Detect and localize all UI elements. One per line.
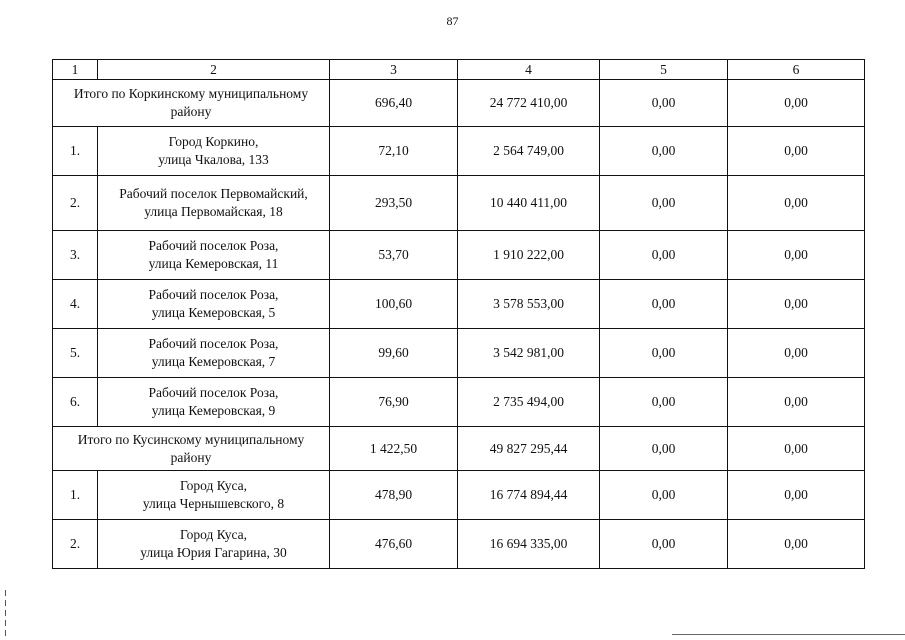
row-number: 1.	[53, 471, 98, 520]
col6-cell: 0,00	[728, 127, 865, 176]
col5-cell: 0,00	[600, 471, 728, 520]
address-line: Рабочий поселок Роза,	[148, 238, 279, 253]
col5-cell: 0,00	[600, 280, 728, 329]
area-cell: 53,70	[330, 231, 458, 280]
address-line: улица Кемеровская, 7	[151, 354, 276, 369]
table-row	[53, 280, 865, 329]
total-label-line: району	[170, 104, 212, 119]
address-line: Город Куса,	[180, 527, 247, 542]
area-cell: 1 422,50	[330, 427, 458, 471]
col5-cell: 0,00	[600, 80, 728, 127]
col6-cell: 0,00	[728, 427, 865, 471]
page-number: 87	[446, 14, 459, 28]
col5-cell: 0,00	[600, 127, 728, 176]
col5-cell: 0,00	[600, 520, 728, 569]
table-row	[53, 176, 865, 231]
address-line: Рабочий поселок Первомайский,	[119, 186, 308, 201]
col6-cell: 0,00	[728, 471, 865, 520]
cost-cell: 2 735 494,00	[458, 378, 600, 427]
address-cell	[98, 231, 330, 280]
address-line: улица Чернышевского, 8	[142, 496, 285, 511]
area-cell: 76,90	[330, 378, 458, 427]
row-number: 4.	[53, 280, 98, 329]
table-row	[53, 231, 865, 280]
total-label	[53, 80, 330, 127]
total-row	[53, 80, 865, 127]
header-cell: 2	[98, 60, 330, 80]
address-cell	[98, 127, 330, 176]
table-row	[53, 520, 865, 569]
address-line: улица Чкалова, 133	[158, 152, 269, 167]
cost-cell: 10 440 411,00	[458, 176, 600, 231]
total-label-line: району	[170, 449, 212, 465]
footer-rule	[672, 634, 905, 635]
area-cell: 100,60	[330, 280, 458, 329]
address-line: улица Кемеровская, 5	[151, 305, 276, 320]
col6-cell: 0,00	[728, 280, 865, 329]
address-cell	[98, 378, 330, 427]
area-cell: 99,60	[330, 329, 458, 378]
col5-cell: 0,00	[600, 378, 728, 427]
row-number: 2.	[53, 520, 98, 569]
address-cell	[98, 176, 330, 231]
address-line: улица Юрия Гагарина, 30	[140, 545, 287, 560]
cost-cell: 16 774 894,44	[458, 471, 600, 520]
row-number: 6.	[53, 378, 98, 427]
table-row	[53, 127, 865, 176]
total-row	[53, 427, 865, 471]
total-label-line: Итого по Кусинскому муниципальному	[77, 431, 305, 447]
margin-tick-marks	[5, 590, 7, 640]
address-line: Рабочий поселок Роза,	[148, 336, 279, 351]
header-cell: 4	[458, 60, 600, 80]
address-line: Рабочий поселок Роза,	[148, 287, 279, 302]
header-cell: 5	[600, 60, 728, 80]
cost-cell: 49 827 295,44	[458, 427, 600, 471]
col5-cell: 0,00	[600, 176, 728, 231]
col5-cell: 0,00	[600, 329, 728, 378]
header-cell: 1	[53, 60, 98, 80]
row-number: 2.	[53, 176, 98, 231]
col6-cell: 0,00	[728, 176, 865, 231]
cost-cell: 16 694 335,00	[458, 520, 600, 569]
address-line: улица Первомайская, 18	[144, 204, 283, 219]
table-row	[53, 378, 865, 427]
address-line: улица Кемеровская, 9	[151, 403, 276, 418]
table-row	[53, 471, 865, 520]
cost-cell: 24 772 410,00	[458, 80, 600, 127]
table-row	[53, 329, 865, 378]
cost-cell: 1 910 222,00	[458, 231, 600, 280]
area-cell: 696,40	[330, 80, 458, 127]
header-cell: 3	[330, 60, 458, 80]
row-number: 5.	[53, 329, 98, 378]
address-line: улица Кемеровская, 11	[148, 256, 279, 271]
total-label	[53, 427, 330, 471]
total-label-line: Итого по Коркинскому муниципальному	[73, 86, 309, 101]
cost-cell: 3 542 981,00	[458, 329, 600, 378]
cost-cell: 2 564 749,00	[458, 127, 600, 176]
area-cell: 72,10	[330, 127, 458, 176]
col5-cell: 0,00	[600, 427, 728, 471]
header-cell: 6	[728, 60, 865, 80]
col6-cell: 0,00	[728, 520, 865, 569]
address-cell	[98, 520, 330, 569]
address-line: Рабочий поселок Роза,	[148, 385, 279, 400]
area-cell: 293,50	[330, 176, 458, 231]
col6-cell: 0,00	[728, 231, 865, 280]
area-cell: 478,90	[330, 471, 458, 520]
row-number: 1.	[53, 127, 98, 176]
col6-cell: 0,00	[728, 329, 865, 378]
address-cell	[98, 329, 330, 378]
area-cell: 476,60	[330, 520, 458, 569]
address-cell	[98, 280, 330, 329]
col6-cell: 0,00	[728, 378, 865, 427]
col6-cell: 0,00	[728, 80, 865, 127]
table-header-row	[53, 60, 865, 80]
cost-cell: 3 578 553,00	[458, 280, 600, 329]
col5-cell: 0,00	[600, 231, 728, 280]
address-line: Город Куса,	[180, 478, 247, 493]
data-table	[52, 59, 865, 569]
address-cell	[98, 471, 330, 520]
address-line: Город Коркино,	[168, 134, 259, 149]
row-number: 3.	[53, 231, 98, 280]
